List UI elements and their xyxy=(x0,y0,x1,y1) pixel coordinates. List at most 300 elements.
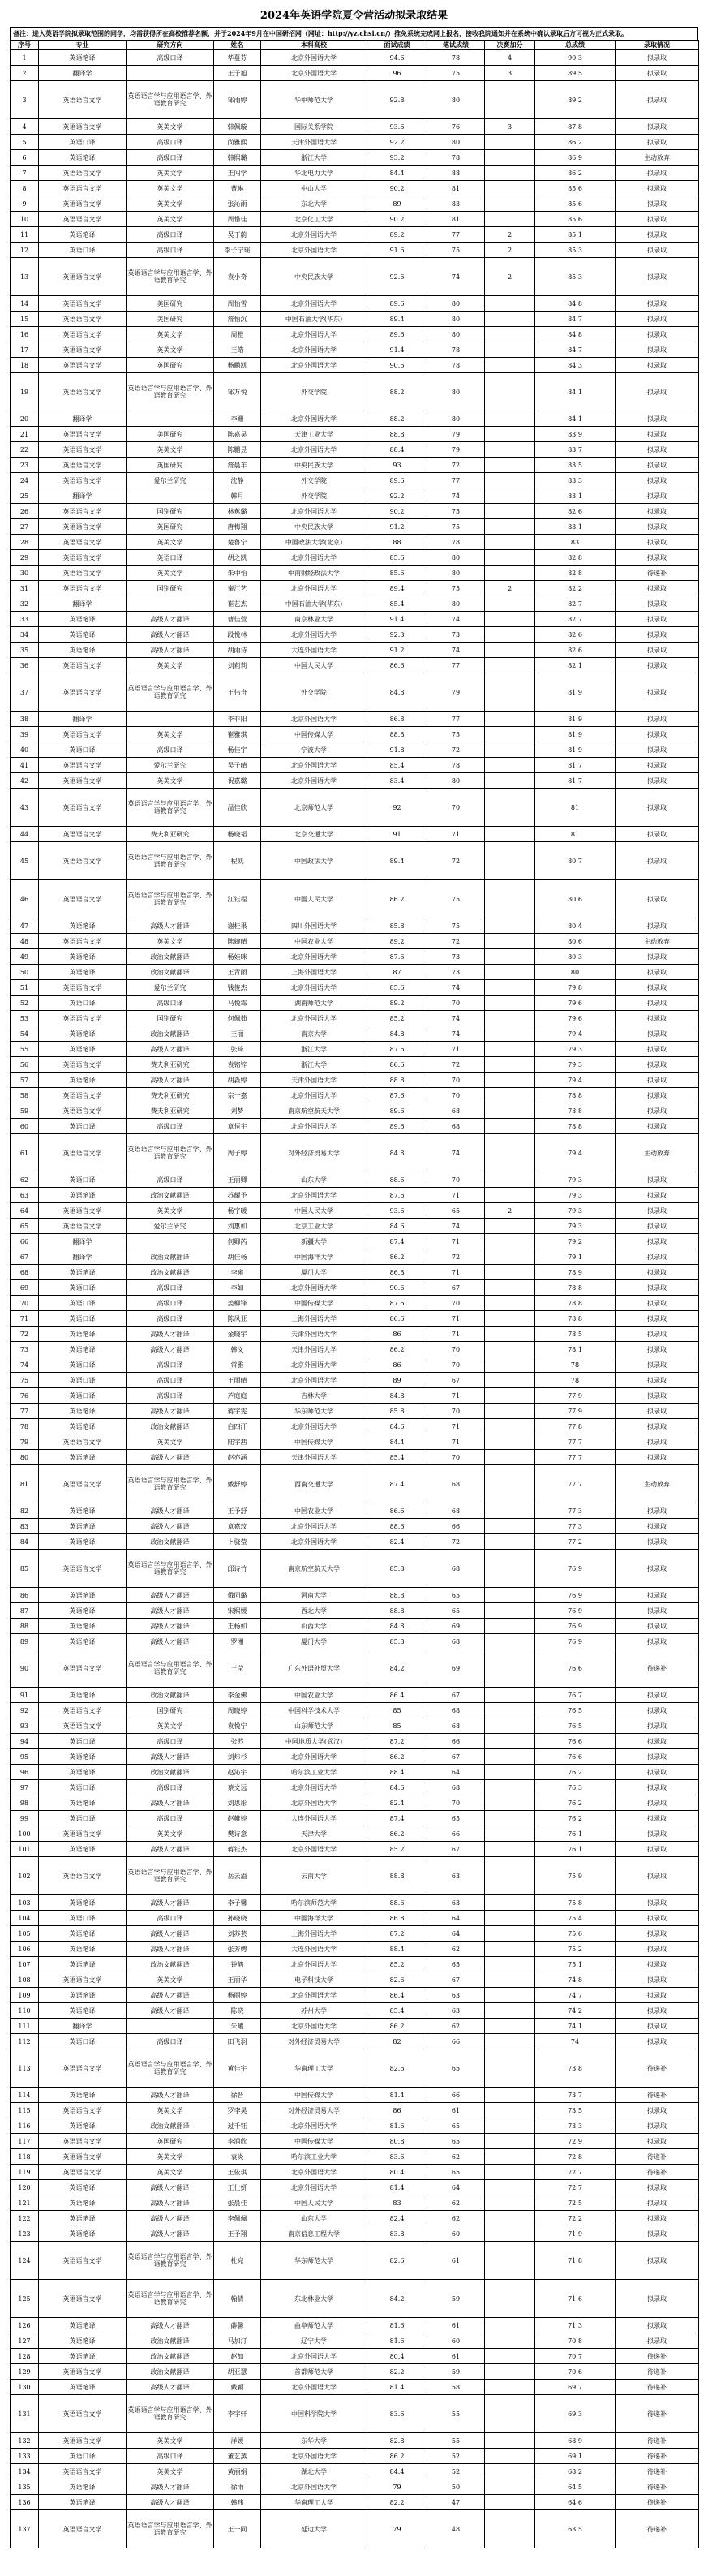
cell-seq: 118 xyxy=(11,2149,39,2165)
cell-university: 北京外国语大学 xyxy=(261,550,367,566)
cell-total: 83.3 xyxy=(535,473,616,488)
cell-written: 80 xyxy=(427,312,485,327)
cell-written: 75 xyxy=(427,504,485,519)
cell-status: 拟录取 xyxy=(616,1280,699,1296)
cell-major: 英语笔译 xyxy=(39,1688,127,1703)
cell-interview: 85.6 xyxy=(367,980,427,996)
table-row xyxy=(11,2395,699,2433)
cell-total: 76.9 xyxy=(535,1550,616,1588)
cell-status: 拟录取 xyxy=(616,1926,699,1942)
cell-seq: 84 xyxy=(11,1534,39,1550)
cell-name: 何佩茹 xyxy=(214,1011,261,1026)
cell-major: 英语笔译 xyxy=(39,1588,127,1603)
cell-written: 79 xyxy=(427,673,485,712)
table-row xyxy=(11,789,699,827)
cell-major: 英语口译 xyxy=(39,1119,127,1134)
cell-bonus xyxy=(485,1172,535,1188)
cell-name: 白四汗 xyxy=(214,1419,261,1434)
cell-bonus xyxy=(485,827,535,842)
cell-bonus: 2 xyxy=(485,581,535,596)
cell-direction: 英语语言学与应用语言学、外语教育研究 xyxy=(127,2280,214,2318)
header-total-score: 总成绩 xyxy=(535,41,616,50)
cell-written: 65 xyxy=(427,2134,485,2149)
cell-university: 华南理工大学 xyxy=(261,2495,367,2510)
cell-direction: 英美文学 xyxy=(127,196,214,212)
cell-name: 邹万悦 xyxy=(214,373,261,411)
cell-name: 陈凤亚 xyxy=(214,1311,261,1327)
table-row xyxy=(11,1534,699,1550)
cell-direction: 高级口译 xyxy=(127,1911,214,1926)
cell-seq: 56 xyxy=(11,1057,39,1073)
cell-university: 天津外国语大学 xyxy=(261,135,367,150)
cell-written: 74 xyxy=(427,1134,485,1172)
cell-seq: 25 xyxy=(11,488,39,504)
cell-status: 拟录取 xyxy=(616,1619,699,1634)
cell-name: 周子婷 xyxy=(214,1134,261,1172)
cell-name: 胡佳杨 xyxy=(214,1249,261,1265)
cell-major: 英语语言文学 xyxy=(39,1219,127,1234)
cell-seq: 113 xyxy=(11,2049,39,2088)
table-row xyxy=(11,1388,699,1404)
cell-university: 北京外国语大学 xyxy=(261,949,367,965)
cell-status: 待递补 xyxy=(616,2364,699,2380)
cell-seq: 15 xyxy=(11,312,39,327)
cell-name: 李佩佩 xyxy=(214,2211,261,2226)
table-row xyxy=(11,2049,699,2088)
cell-status: 拟录取 xyxy=(616,411,699,427)
cell-university: 中国人民大学 xyxy=(261,1203,367,1219)
cell-name: 赵亦涵 xyxy=(214,1450,261,1465)
cell-total: 63.5 xyxy=(535,2510,616,2548)
cell-university: 中央民族大学 xyxy=(261,519,367,535)
cell-direction: 政治文献翻译 xyxy=(127,949,214,965)
cell-interview: 85.8 xyxy=(367,918,427,934)
table-row xyxy=(11,2333,699,2349)
cell-interview: 86.4 xyxy=(367,1988,427,2003)
cell-direction: 政治文献翻译 xyxy=(127,2118,214,2134)
cell-status: 待递补 xyxy=(616,2449,699,2464)
cell-written: 80 xyxy=(427,550,485,566)
cell-total: 76.5 xyxy=(535,1718,616,1734)
cell-direction: 英美文学 xyxy=(127,327,214,342)
table-row xyxy=(11,1857,699,1895)
cell-seq: 46 xyxy=(11,880,39,918)
cell-name: 黄佳宇 xyxy=(214,2049,261,2088)
table-row xyxy=(11,166,699,181)
cell-status: 拟录取 xyxy=(616,1842,699,1857)
cell-bonus xyxy=(485,742,535,758)
cell-name: 张晨佳 xyxy=(214,2195,261,2211)
cell-direction: 爱尔兰研究 xyxy=(127,1219,214,1234)
cell-bonus xyxy=(485,643,535,658)
cell-interview: 90.2 xyxy=(367,504,427,519)
cell-major: 英语笔译 xyxy=(39,1042,127,1057)
cell-name: 张琦 xyxy=(214,1042,261,1057)
cell-university: 中国石油大学(华东) xyxy=(261,596,367,612)
cell-interview: 86.2 xyxy=(367,2019,427,2034)
cell-bonus xyxy=(485,327,535,342)
cell-bonus xyxy=(485,1588,535,1603)
header-university: 本科高校 xyxy=(261,41,367,50)
cell-interview: 86.8 xyxy=(367,712,427,727)
cell-written: 50 xyxy=(427,2479,485,2495)
table-row xyxy=(11,258,699,296)
cell-bonus xyxy=(485,1749,535,1765)
cell-written: 75 xyxy=(427,581,485,596)
cell-status: 拟录取 xyxy=(616,358,699,373)
cell-total: 74 xyxy=(535,2034,616,2049)
cell-seq: 3 xyxy=(11,81,39,119)
cell-bonus xyxy=(485,1357,535,1373)
cell-university: 北京外国语大学 xyxy=(261,1280,367,1296)
cell-interview: 87.2 xyxy=(367,1734,427,1749)
cell-seq: 75 xyxy=(11,1373,39,1388)
table-row xyxy=(11,135,699,150)
cell-major: 英语笔译 xyxy=(39,1534,127,1550)
cell-bonus xyxy=(485,1342,535,1357)
table-row xyxy=(11,1734,699,1749)
cell-total: 80.6 xyxy=(535,934,616,949)
cell-bonus xyxy=(485,442,535,458)
cell-name: 王丽 xyxy=(214,1026,261,1042)
cell-major: 英语笔译 xyxy=(39,2380,127,2395)
cell-major: 翻译学 xyxy=(39,2019,127,2034)
table-row xyxy=(11,2349,699,2364)
table-row xyxy=(11,1042,699,1057)
cell-university: 北京外国语大学 xyxy=(261,2479,367,2495)
cell-written: 65 xyxy=(427,1588,485,1603)
cell-written: 78 xyxy=(427,342,485,358)
cell-name: 江钰程 xyxy=(214,880,261,918)
table-row xyxy=(11,742,699,758)
cell-seq: 66 xyxy=(11,1234,39,1249)
cell-seq: 125 xyxy=(11,2280,39,2318)
cell-university: 哈尔滨工业大学 xyxy=(261,1765,367,1780)
cell-name: 刘莉莉 xyxy=(214,658,261,673)
cell-direction: 费夫利亚研究 xyxy=(127,1088,214,1103)
cell-status: 拟录取 xyxy=(616,1795,699,1811)
cell-seq: 29 xyxy=(11,550,39,566)
cell-interview: 84.2 xyxy=(367,1649,427,1688)
cell-university: 中国人民大学 xyxy=(261,2195,367,2211)
cell-seq: 49 xyxy=(11,949,39,965)
cell-written: 62 xyxy=(427,1942,485,1957)
cell-seq: 116 xyxy=(11,2118,39,2134)
cell-major: 英语笔译 xyxy=(39,627,127,643)
cell-interview: 80.4 xyxy=(367,2165,427,2180)
cell-direction: 高级口译 xyxy=(127,2034,214,2049)
table-row xyxy=(11,442,699,458)
cell-university: 厦门大学 xyxy=(261,1265,367,1280)
cell-written: 67 xyxy=(427,1688,485,1703)
cell-written: 74 xyxy=(427,643,485,658)
cell-direction: 英语语言学与应用语言学、外语教育研究 xyxy=(127,2242,214,2280)
cell-status: 拟录取 xyxy=(616,1011,699,1026)
cell-status: 拟录取 xyxy=(616,535,699,550)
cell-name: 段悦林 xyxy=(214,627,261,643)
cell-status: 拟录取 xyxy=(616,373,699,411)
cell-written: 78 xyxy=(427,535,485,550)
cell-university: 国际关系学院 xyxy=(261,119,367,135)
cell-written: 80 xyxy=(427,135,485,150)
cell-university: 中国海洋大学 xyxy=(261,1911,367,1926)
cell-direction: 高级人才翻译 xyxy=(127,1327,214,1342)
cell-total: 77.8 xyxy=(535,1419,616,1434)
cell-major: 英语笔译 xyxy=(39,1926,127,1942)
cell-bonus xyxy=(485,2118,535,2134)
cell-status: 拟录取 xyxy=(616,1534,699,1550)
cell-seq: 134 xyxy=(11,2464,39,2479)
cell-name: 董艺蒸 xyxy=(214,2449,261,2464)
cell-name: 张芳娉 xyxy=(214,1942,261,1957)
cell-direction: 高级口译 xyxy=(127,150,214,166)
table-row xyxy=(11,1419,699,1434)
cell-interview: 85.6 xyxy=(367,566,427,581)
cell-bonus xyxy=(485,1434,535,1450)
cell-status: 拟录取 xyxy=(616,243,699,258)
cell-seq: 126 xyxy=(11,2318,39,2333)
cell-major: 英语语言文学 xyxy=(39,758,127,773)
cell-major: 英语口译 xyxy=(39,1780,127,1795)
cell-seq: 104 xyxy=(11,1911,39,1926)
cell-university: 曲阜师范大学 xyxy=(261,2318,367,2333)
cell-university: 对外经济贸易大学 xyxy=(261,2034,367,2049)
cell-direction: 英美文学 xyxy=(127,934,214,949)
cell-university: 湖北大学 xyxy=(261,2464,367,2479)
cell-seq: 90 xyxy=(11,1649,39,1688)
cell-bonus xyxy=(485,1073,535,1088)
cell-university: 对外经济贸易大学 xyxy=(261,2103,367,2118)
cell-seq: 81 xyxy=(11,1465,39,1503)
cell-total: 64.5 xyxy=(535,2479,616,2495)
cell-major: 英语语言文学 xyxy=(39,258,127,296)
cell-major: 英语语言文学 xyxy=(39,827,127,842)
cell-direction: 爱尔兰研究 xyxy=(127,980,214,996)
cell-seq: 111 xyxy=(11,2019,39,2034)
cell-name: 王予舒 xyxy=(214,1503,261,1519)
cell-name: 秦江艺 xyxy=(214,581,261,596)
cell-direction: 爱尔兰研究 xyxy=(127,758,214,773)
cell-written: 70 xyxy=(427,1795,485,1811)
cell-name: 蒋钰杰 xyxy=(214,1842,261,1857)
cell-name: 赵沁宇 xyxy=(214,1765,261,1780)
cell-major: 英语笔译 xyxy=(39,2211,127,2226)
cell-university: 新疆大学 xyxy=(261,1234,367,1249)
cell-bonus xyxy=(485,1942,535,1957)
cell-major: 英语语言文学 xyxy=(39,2165,127,2180)
cell-name: 刘苏芸 xyxy=(214,1926,261,1942)
cell-major: 英语口译 xyxy=(39,1357,127,1373)
cell-seq: 55 xyxy=(11,1042,39,1057)
cell-name: 杜宛 xyxy=(214,2242,261,2280)
cell-name: 楚鲁宁 xyxy=(214,535,261,550)
cell-seq: 100 xyxy=(11,1826,39,1842)
cell-name: 王莹 xyxy=(214,1649,261,1688)
cell-name: 周怡雪 xyxy=(214,296,261,312)
cell-name: 韩月 xyxy=(214,488,261,504)
table-row xyxy=(11,373,699,411)
cell-direction: 国别研究 xyxy=(127,504,214,519)
cell-major: 英语笔译 xyxy=(39,1404,127,1419)
cell-total: 77.9 xyxy=(535,1404,616,1419)
cell-name: 张苏 xyxy=(214,1734,261,1749)
cell-direction: 高级口译 xyxy=(127,1119,214,1134)
cell-interview: 82.2 xyxy=(367,2495,427,2510)
cell-written: 71 xyxy=(427,1434,485,1450)
cell-bonus xyxy=(485,550,535,566)
cell-interview: 84.8 xyxy=(367,1134,427,1172)
cell-name: 朱曦 xyxy=(214,2019,261,2034)
cell-major: 英语笔译 xyxy=(39,918,127,934)
cell-interview: 89 xyxy=(367,1373,427,1388)
cell-interview: 92.6 xyxy=(367,258,427,296)
cell-interview: 91.4 xyxy=(367,342,427,358)
cell-status: 拟录取 xyxy=(616,1249,699,1265)
cell-written: 75 xyxy=(427,519,485,535)
table-row xyxy=(11,81,699,119)
table-row xyxy=(11,2479,699,2495)
cell-seq: 23 xyxy=(11,458,39,473)
cell-seq: 115 xyxy=(11,2103,39,2118)
cell-university: 外交学院 xyxy=(261,488,367,504)
cell-total: 80.4 xyxy=(535,918,616,934)
cell-interview: 81.6 xyxy=(367,2318,427,2333)
cell-name: 马悦霖 xyxy=(214,996,261,1011)
cell-bonus xyxy=(485,1895,535,1911)
cell-total: 80.7 xyxy=(535,842,616,880)
cell-seq: 42 xyxy=(11,773,39,789)
cell-status: 拟录取 xyxy=(616,1988,699,2003)
cell-direction: 英美文学 xyxy=(127,566,214,581)
cell-name: 李姗 xyxy=(214,411,261,427)
cell-name: 周晓婷 xyxy=(214,1703,261,1718)
cell-name: 宋熙媛 xyxy=(214,1603,261,1619)
cell-interview: 86.4 xyxy=(367,1688,427,1703)
cell-bonus xyxy=(485,1057,535,1073)
cell-interview: 86.2 xyxy=(367,1342,427,1357)
table-row xyxy=(11,773,699,789)
cell-university: 东华大学 xyxy=(261,2433,367,2449)
cell-interview: 89.2 xyxy=(367,227,427,243)
cell-university: 西南交通大学 xyxy=(261,1465,367,1503)
table-row xyxy=(11,427,699,442)
cell-bonus xyxy=(485,373,535,411)
table-row xyxy=(11,2226,699,2242)
cell-total: 79.4 xyxy=(535,1026,616,1042)
cell-name: 翰倩 xyxy=(214,2280,261,2318)
cell-seq: 106 xyxy=(11,1942,39,1957)
cell-interview: 87.4 xyxy=(367,1811,427,1826)
cell-major: 英语语言文学 xyxy=(39,373,127,411)
cell-name: 詹怡沉 xyxy=(214,312,261,327)
cell-written: 70 xyxy=(427,1172,485,1188)
cell-seq: 114 xyxy=(11,2088,39,2103)
cell-status: 拟录取 xyxy=(616,1550,699,1588)
cell-interview: 89.4 xyxy=(367,581,427,596)
cell-seq: 24 xyxy=(11,473,39,488)
cell-bonus xyxy=(485,1119,535,1134)
cell-name: 吴子晴 xyxy=(214,758,261,773)
cell-university: 天津外国语大学 xyxy=(261,1327,367,1342)
cell-name: 蒋宇雯 xyxy=(214,1404,261,1419)
cell-written: 62 xyxy=(427,2211,485,2226)
cell-interview: 84.6 xyxy=(367,1419,427,1434)
cell-major: 英语笔译 xyxy=(39,1188,127,1203)
cell-status: 拟录取 xyxy=(616,1895,699,1911)
cell-name: 钟鹤 xyxy=(214,1957,261,1972)
cell-name: 陈嘉昊 xyxy=(214,427,261,442)
table-row xyxy=(11,1634,699,1649)
cell-written: 75 xyxy=(427,918,485,934)
cell-written: 71 xyxy=(427,1265,485,1280)
cell-written: 70 xyxy=(427,789,485,827)
cell-university: 中国人民大学 xyxy=(261,880,367,918)
cell-interview: 84.8 xyxy=(367,1026,427,1042)
cell-bonus xyxy=(485,1718,535,1734)
cell-written: 60 xyxy=(427,2333,485,2349)
cell-written: 70 xyxy=(427,1088,485,1103)
cell-name: 徐雨 xyxy=(214,2479,261,2495)
cell-university: 北京外国语大学 xyxy=(261,1011,367,1026)
cell-written: 71 xyxy=(427,827,485,842)
cell-status: 拟录取 xyxy=(616,1749,699,1765)
cell-name: 陆宇茜 xyxy=(214,1434,261,1450)
cell-major: 英语语言文学 xyxy=(39,566,127,581)
cell-seq: 61 xyxy=(11,1134,39,1172)
table-row xyxy=(11,712,699,727)
cell-bonus xyxy=(485,312,535,327)
cell-bonus xyxy=(485,2088,535,2103)
cell-university: 浙江大学 xyxy=(261,150,367,166)
cell-direction: 英美文学 xyxy=(127,727,214,742)
cell-seq: 78 xyxy=(11,1419,39,1434)
cell-status: 拟录取 xyxy=(616,312,699,327)
cell-direction: 高级人才翻译 xyxy=(127,1842,214,1857)
cell-bonus xyxy=(485,2495,535,2510)
cell-status: 拟录取 xyxy=(616,2019,699,2034)
cell-total: 79.8 xyxy=(535,980,616,996)
cell-total: 77.2 xyxy=(535,1534,616,1550)
cell-bonus xyxy=(485,358,535,373)
cell-direction: 高级人才翻译 xyxy=(127,1404,214,1419)
cell-bonus xyxy=(485,166,535,181)
table-row xyxy=(11,1172,699,1188)
table-row xyxy=(11,827,699,842)
cell-interview: 87.6 xyxy=(367,1042,427,1057)
cell-direction: 政治文献翻译 xyxy=(127,1026,214,1042)
cell-major: 英语笔译 xyxy=(39,2118,127,2134)
cell-interview: 84.6 xyxy=(367,1219,427,1234)
cell-total: 72.7 xyxy=(535,2180,616,2195)
cell-status: 拟录取 xyxy=(616,1088,699,1103)
cell-university: 北京外国语大学 xyxy=(261,504,367,519)
cell-major: 英语语言文学 xyxy=(39,1103,127,1119)
cell-seq: 12 xyxy=(11,243,39,258)
cell-name: 赵帷婷 xyxy=(214,1811,261,1826)
cell-bonus xyxy=(485,658,535,673)
cell-major: 英语语言文学 xyxy=(39,1972,127,1988)
table-row xyxy=(11,1811,699,1826)
cell-direction: 高级人才翻译 xyxy=(127,2495,214,2510)
cell-total: 72.7 xyxy=(535,2165,616,2180)
cell-university: 北京交通大学 xyxy=(261,827,367,842)
cell-university: 哈尔滨师范大学 xyxy=(261,1895,367,1911)
table-row xyxy=(11,296,699,312)
table-row xyxy=(11,550,699,566)
cell-written: 68 xyxy=(427,1718,485,1734)
cell-interview: 85.4 xyxy=(367,2003,427,2019)
cell-direction: 英美文学 xyxy=(127,1826,214,1842)
